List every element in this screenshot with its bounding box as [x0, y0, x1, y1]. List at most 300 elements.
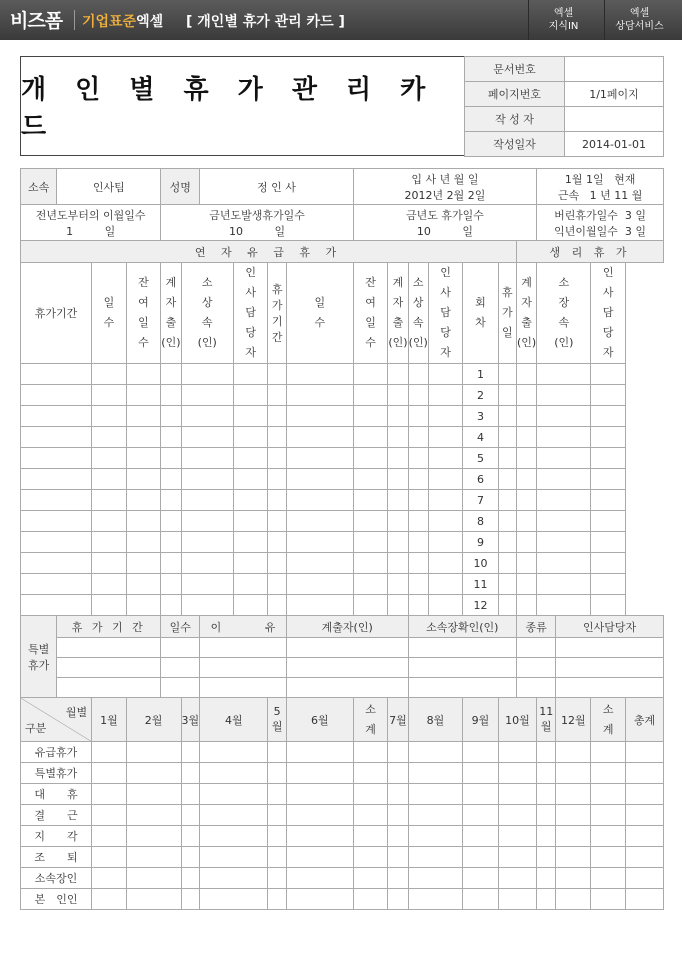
entry-cell[interactable]	[286, 427, 353, 448]
entry-cell[interactable]	[428, 553, 463, 574]
summary-cell[interactable]	[92, 763, 127, 784]
entry-cell[interactable]	[428, 511, 463, 532]
summary-cell[interactable]	[498, 847, 537, 868]
entry-cell[interactable]	[286, 574, 353, 595]
entry-cell[interactable]	[556, 658, 664, 678]
entry-cell[interactable]	[408, 574, 428, 595]
entry-cell[interactable]	[353, 406, 388, 427]
summary-cell[interactable]	[537, 847, 556, 868]
entry-cell[interactable]	[408, 532, 428, 553]
entry-cell[interactable]	[21, 595, 92, 616]
summary-cell[interactable]	[286, 868, 353, 889]
summary-cell[interactable]	[268, 826, 286, 847]
entry-cell[interactable]	[408, 553, 428, 574]
summary-cell[interactable]	[463, 805, 498, 826]
summary-cell[interactable]	[498, 763, 537, 784]
entry-cell[interactable]	[126, 532, 161, 553]
page-number-value[interactable]: 1/1페이지	[565, 82, 664, 107]
entry-cell[interactable]	[161, 385, 181, 406]
entry-cell[interactable]	[498, 511, 516, 532]
summary-cell[interactable]	[556, 847, 591, 868]
entry-cell[interactable]	[268, 553, 286, 574]
entry-cell[interactable]	[161, 658, 200, 678]
entry-cell[interactable]	[537, 469, 591, 490]
entry-cell[interactable]	[388, 553, 408, 574]
summary-cell[interactable]	[626, 847, 664, 868]
summary-cell[interactable]	[353, 847, 388, 868]
entry-cell[interactable]	[591, 364, 626, 385]
summary-cell[interactable]	[92, 784, 127, 805]
entry-cell[interactable]	[92, 385, 127, 406]
entry-cell[interactable]	[161, 427, 181, 448]
entry-cell[interactable]	[537, 574, 591, 595]
entry-cell[interactable]	[233, 553, 268, 574]
summary-cell[interactable]	[626, 889, 664, 910]
entry-cell[interactable]	[286, 638, 408, 658]
entry-cell[interactable]	[181, 469, 233, 490]
entry-cell[interactable]	[286, 678, 408, 698]
entry-cell[interactable]	[126, 469, 161, 490]
summary-cell[interactable]	[556, 763, 591, 784]
entry-cell[interactable]	[161, 532, 181, 553]
entry-cell[interactable]	[21, 532, 92, 553]
entry-cell[interactable]	[92, 490, 127, 511]
entry-cell[interactable]	[537, 448, 591, 469]
entry-cell[interactable]	[428, 385, 463, 406]
entry-cell[interactable]	[388, 574, 408, 595]
entry-cell[interactable]	[353, 553, 388, 574]
entry-cell[interactable]	[591, 385, 626, 406]
summary-cell[interactable]	[626, 805, 664, 826]
doc-number-value[interactable]	[565, 57, 664, 82]
entry-cell[interactable]	[21, 511, 92, 532]
entry-cell[interactable]	[516, 490, 536, 511]
entry-cell[interactable]	[498, 427, 516, 448]
summary-cell[interactable]	[626, 784, 664, 805]
entry-cell[interactable]	[181, 574, 233, 595]
entry-cell[interactable]	[181, 595, 233, 616]
summary-cell[interactable]	[537, 784, 556, 805]
summary-cell[interactable]	[286, 742, 353, 763]
entry-cell[interactable]	[268, 406, 286, 427]
summary-cell[interactable]	[463, 847, 498, 868]
summary-cell[interactable]	[200, 784, 268, 805]
name-value[interactable]: 정 인 사	[200, 169, 354, 205]
summary-cell[interactable]	[268, 742, 286, 763]
entry-cell[interactable]	[408, 490, 428, 511]
summary-cell[interactable]	[353, 742, 388, 763]
entry-cell[interactable]	[233, 469, 268, 490]
entry-cell[interactable]	[126, 511, 161, 532]
summary-cell[interactable]	[200, 826, 268, 847]
summary-cell[interactable]	[408, 826, 463, 847]
entry-cell[interactable]	[57, 678, 161, 698]
summary-cell[interactable]	[556, 889, 591, 910]
entry-cell[interactable]	[408, 678, 516, 698]
summary-cell[interactable]	[388, 805, 408, 826]
entry-cell[interactable]	[233, 406, 268, 427]
entry-cell[interactable]	[388, 427, 408, 448]
entry-cell[interactable]	[21, 427, 92, 448]
entry-cell[interactable]	[388, 532, 408, 553]
entry-cell[interactable]	[428, 490, 463, 511]
entry-cell[interactable]	[591, 469, 626, 490]
entry-cell[interactable]	[428, 448, 463, 469]
summary-cell[interactable]	[126, 763, 181, 784]
summary-cell[interactable]	[200, 868, 268, 889]
entry-cell[interactable]	[92, 427, 127, 448]
entry-cell[interactable]	[516, 595, 536, 616]
entry-cell[interactable]	[353, 532, 388, 553]
entry-cell[interactable]	[268, 427, 286, 448]
entry-cell[interactable]	[181, 511, 233, 532]
entry-cell[interactable]	[408, 364, 428, 385]
summary-cell[interactable]	[126, 826, 181, 847]
entry-cell[interactable]	[516, 406, 536, 427]
entry-cell[interactable]	[57, 658, 161, 678]
summary-cell[interactable]	[353, 763, 388, 784]
summary-cell[interactable]	[498, 868, 537, 889]
entry-cell[interactable]	[388, 511, 408, 532]
summary-cell[interactable]	[591, 868, 626, 889]
entry-cell[interactable]	[92, 532, 127, 553]
entry-cell[interactable]	[388, 490, 408, 511]
summary-cell[interactable]	[463, 763, 498, 784]
summary-cell[interactable]	[388, 889, 408, 910]
summary-cell[interactable]	[388, 763, 408, 784]
entry-cell[interactable]	[233, 364, 268, 385]
entry-cell[interactable]	[516, 658, 555, 678]
summary-cell[interactable]	[353, 868, 388, 889]
entry-cell[interactable]	[516, 385, 536, 406]
summary-cell[interactable]	[286, 763, 353, 784]
summary-cell[interactable]	[181, 889, 200, 910]
summary-cell[interactable]	[408, 847, 463, 868]
entry-cell[interactable]	[498, 406, 516, 427]
summary-cell[interactable]	[181, 868, 200, 889]
entry-cell[interactable]	[161, 469, 181, 490]
summary-cell[interactable]	[92, 742, 127, 763]
entry-cell[interactable]	[268, 385, 286, 406]
entry-cell[interactable]	[92, 406, 127, 427]
entry-cell[interactable]	[408, 385, 428, 406]
entry-cell[interactable]	[286, 595, 353, 616]
summary-cell[interactable]	[463, 889, 498, 910]
summary-cell[interactable]	[463, 868, 498, 889]
summary-cell[interactable]	[463, 742, 498, 763]
entry-cell[interactable]	[353, 490, 388, 511]
excel-consult-button[interactable]: 엑셀 상담서비스	[604, 0, 674, 40]
entry-cell[interactable]	[388, 385, 408, 406]
summary-cell[interactable]	[92, 847, 127, 868]
excel-knowledge-button[interactable]: 엑셀 지식IN	[528, 0, 598, 40]
entry-cell[interactable]	[126, 595, 161, 616]
entry-cell[interactable]	[591, 448, 626, 469]
entry-cell[interactable]	[516, 678, 555, 698]
entry-cell[interactable]	[92, 511, 127, 532]
entry-cell[interactable]	[268, 448, 286, 469]
entry-cell[interactable]	[233, 427, 268, 448]
summary-cell[interactable]	[126, 847, 181, 868]
summary-cell[interactable]	[591, 805, 626, 826]
entry-cell[interactable]	[233, 490, 268, 511]
summary-cell[interactable]	[556, 784, 591, 805]
entry-cell[interactable]	[516, 427, 536, 448]
entry-cell[interactable]	[286, 406, 353, 427]
summary-cell[interactable]	[556, 805, 591, 826]
entry-cell[interactable]	[537, 595, 591, 616]
entry-cell[interactable]	[233, 595, 268, 616]
entry-cell[interactable]	[516, 574, 536, 595]
summary-cell[interactable]	[268, 847, 286, 868]
entry-cell[interactable]	[161, 638, 200, 658]
entry-cell[interactable]	[286, 532, 353, 553]
author-value[interactable]	[565, 107, 664, 132]
entry-cell[interactable]	[200, 658, 287, 678]
entry-cell[interactable]	[388, 364, 408, 385]
summary-cell[interactable]	[626, 763, 664, 784]
entry-cell[interactable]	[126, 448, 161, 469]
summary-cell[interactable]	[591, 763, 626, 784]
summary-cell[interactable]	[126, 868, 181, 889]
entry-cell[interactable]	[92, 595, 127, 616]
entry-cell[interactable]	[268, 511, 286, 532]
entry-cell[interactable]	[353, 469, 388, 490]
entry-cell[interactable]	[126, 385, 161, 406]
entry-cell[interactable]	[498, 532, 516, 553]
entry-cell[interactable]	[21, 469, 92, 490]
entry-cell[interactable]	[408, 427, 428, 448]
entry-cell[interactable]	[516, 638, 555, 658]
entry-cell[interactable]	[537, 427, 591, 448]
entry-cell[interactable]	[537, 553, 591, 574]
summary-cell[interactable]	[286, 826, 353, 847]
entry-cell[interactable]	[286, 448, 353, 469]
summary-cell[interactable]	[591, 889, 626, 910]
entry-cell[interactable]	[537, 406, 591, 427]
entry-cell[interactable]	[126, 574, 161, 595]
entry-cell[interactable]	[181, 364, 233, 385]
entry-cell[interactable]	[21, 385, 92, 406]
entry-cell[interactable]	[591, 427, 626, 448]
summary-cell[interactable]	[200, 742, 268, 763]
entry-cell[interactable]	[233, 448, 268, 469]
entry-cell[interactable]	[591, 553, 626, 574]
entry-cell[interactable]	[556, 638, 664, 658]
summary-cell[interactable]	[268, 763, 286, 784]
entry-cell[interactable]	[200, 678, 287, 698]
entry-cell[interactable]	[92, 553, 127, 574]
summary-cell[interactable]	[498, 826, 537, 847]
entry-cell[interactable]	[161, 678, 200, 698]
summary-cell[interactable]	[626, 826, 664, 847]
summary-cell[interactable]	[556, 742, 591, 763]
bizforms-logo[interactable]: 비즈폼	[10, 10, 63, 32]
entry-cell[interactable]	[21, 553, 92, 574]
entry-cell[interactable]	[537, 532, 591, 553]
entry-cell[interactable]	[57, 638, 161, 658]
entry-cell[interactable]	[537, 490, 591, 511]
entry-cell[interactable]	[428, 595, 463, 616]
entry-cell[interactable]	[591, 532, 626, 553]
entry-cell[interactable]	[537, 385, 591, 406]
entry-cell[interactable]	[21, 574, 92, 595]
entry-cell[interactable]	[181, 553, 233, 574]
summary-cell[interactable]	[556, 826, 591, 847]
entry-cell[interactable]	[126, 553, 161, 574]
entry-cell[interactable]	[353, 427, 388, 448]
entry-cell[interactable]	[161, 511, 181, 532]
summary-cell[interactable]	[268, 889, 286, 910]
entry-cell[interactable]	[353, 364, 388, 385]
entry-cell[interactable]	[161, 553, 181, 574]
entry-cell[interactable]	[21, 448, 92, 469]
summary-cell[interactable]	[408, 805, 463, 826]
entry-cell[interactable]	[92, 448, 127, 469]
entry-cell[interactable]	[516, 448, 536, 469]
entry-cell[interactable]	[498, 364, 516, 385]
entry-cell[interactable]	[591, 595, 626, 616]
entry-cell[interactable]	[537, 364, 591, 385]
summary-cell[interactable]	[591, 847, 626, 868]
summary-cell[interactable]	[626, 868, 664, 889]
summary-cell[interactable]	[126, 889, 181, 910]
summary-cell[interactable]	[353, 889, 388, 910]
summary-cell[interactable]	[353, 826, 388, 847]
entry-cell[interactable]	[428, 469, 463, 490]
summary-cell[interactable]	[92, 889, 127, 910]
entry-cell[interactable]	[556, 678, 664, 698]
summary-cell[interactable]	[286, 805, 353, 826]
summary-cell[interactable]	[200, 889, 268, 910]
summary-cell[interactable]	[181, 805, 200, 826]
summary-cell[interactable]	[591, 742, 626, 763]
entry-cell[interactable]	[286, 364, 353, 385]
entry-cell[interactable]	[353, 595, 388, 616]
summary-cell[interactable]	[408, 763, 463, 784]
summary-cell[interactable]	[498, 784, 537, 805]
entry-cell[interactable]	[428, 406, 463, 427]
summary-cell[interactable]	[286, 784, 353, 805]
entry-cell[interactable]	[286, 658, 408, 678]
summary-cell[interactable]	[498, 889, 537, 910]
summary-cell[interactable]	[537, 826, 556, 847]
entry-cell[interactable]	[181, 448, 233, 469]
entry-cell[interactable]	[126, 490, 161, 511]
entry-cell[interactable]	[286, 385, 353, 406]
summary-cell[interactable]	[463, 784, 498, 805]
summary-cell[interactable]	[126, 784, 181, 805]
entry-cell[interactable]	[498, 448, 516, 469]
entry-cell[interactable]	[388, 406, 408, 427]
entry-cell[interactable]	[428, 427, 463, 448]
entry-cell[interactable]	[408, 406, 428, 427]
entry-cell[interactable]	[498, 553, 516, 574]
entry-cell[interactable]	[233, 511, 268, 532]
entry-cell[interactable]	[537, 511, 591, 532]
entry-cell[interactable]	[161, 574, 181, 595]
entry-cell[interactable]	[268, 595, 286, 616]
entry-cell[interactable]	[408, 448, 428, 469]
date-value[interactable]: 2014-01-01	[565, 132, 664, 157]
entry-cell[interactable]	[591, 574, 626, 595]
entry-cell[interactable]	[286, 490, 353, 511]
summary-cell[interactable]	[92, 826, 127, 847]
summary-cell[interactable]	[388, 847, 408, 868]
summary-cell[interactable]	[408, 742, 463, 763]
entry-cell[interactable]	[591, 490, 626, 511]
entry-cell[interactable]	[92, 469, 127, 490]
entry-cell[interactable]	[161, 364, 181, 385]
entry-cell[interactable]	[233, 532, 268, 553]
summary-cell[interactable]	[463, 826, 498, 847]
summary-cell[interactable]	[537, 742, 556, 763]
summary-cell[interactable]	[181, 784, 200, 805]
entry-cell[interactable]	[353, 448, 388, 469]
entry-cell[interactable]	[21, 364, 92, 385]
summary-cell[interactable]	[268, 868, 286, 889]
entry-cell[interactable]	[181, 427, 233, 448]
entry-cell[interactable]	[408, 638, 516, 658]
entry-cell[interactable]	[516, 553, 536, 574]
entry-cell[interactable]	[591, 406, 626, 427]
summary-cell[interactable]	[200, 763, 268, 784]
entry-cell[interactable]	[353, 574, 388, 595]
entry-cell[interactable]	[428, 532, 463, 553]
summary-cell[interactable]	[353, 784, 388, 805]
entry-cell[interactable]	[92, 364, 127, 385]
entry-cell[interactable]	[161, 595, 181, 616]
entry-cell[interactable]	[21, 490, 92, 511]
entry-cell[interactable]	[408, 469, 428, 490]
entry-cell[interactable]	[498, 385, 516, 406]
summary-cell[interactable]	[181, 742, 200, 763]
summary-cell[interactable]	[537, 805, 556, 826]
summary-cell[interactable]	[200, 805, 268, 826]
summary-cell[interactable]	[388, 868, 408, 889]
entry-cell[interactable]	[388, 595, 408, 616]
entry-cell[interactable]	[233, 574, 268, 595]
entry-cell[interactable]	[428, 364, 463, 385]
entry-cell[interactable]	[126, 427, 161, 448]
entry-cell[interactable]	[286, 553, 353, 574]
entry-cell[interactable]	[161, 406, 181, 427]
summary-cell[interactable]	[126, 742, 181, 763]
summary-cell[interactable]	[388, 742, 408, 763]
entry-cell[interactable]	[498, 469, 516, 490]
entry-cell[interactable]	[408, 595, 428, 616]
summary-cell[interactable]	[556, 868, 591, 889]
entry-cell[interactable]	[181, 532, 233, 553]
summary-cell[interactable]	[537, 763, 556, 784]
entry-cell[interactable]	[126, 364, 161, 385]
entry-cell[interactable]	[233, 385, 268, 406]
entry-cell[interactable]	[161, 448, 181, 469]
entry-cell[interactable]	[428, 574, 463, 595]
summary-cell[interactable]	[591, 784, 626, 805]
summary-cell[interactable]	[408, 889, 463, 910]
summary-cell[interactable]	[626, 742, 664, 763]
summary-cell[interactable]	[181, 847, 200, 868]
entry-cell[interactable]	[516, 532, 536, 553]
summary-cell[interactable]	[286, 847, 353, 868]
summary-cell[interactable]	[498, 742, 537, 763]
summary-cell[interactable]	[268, 784, 286, 805]
entry-cell[interactable]	[408, 511, 428, 532]
entry-cell[interactable]	[268, 532, 286, 553]
summary-cell[interactable]	[92, 805, 127, 826]
summary-cell[interactable]	[408, 784, 463, 805]
